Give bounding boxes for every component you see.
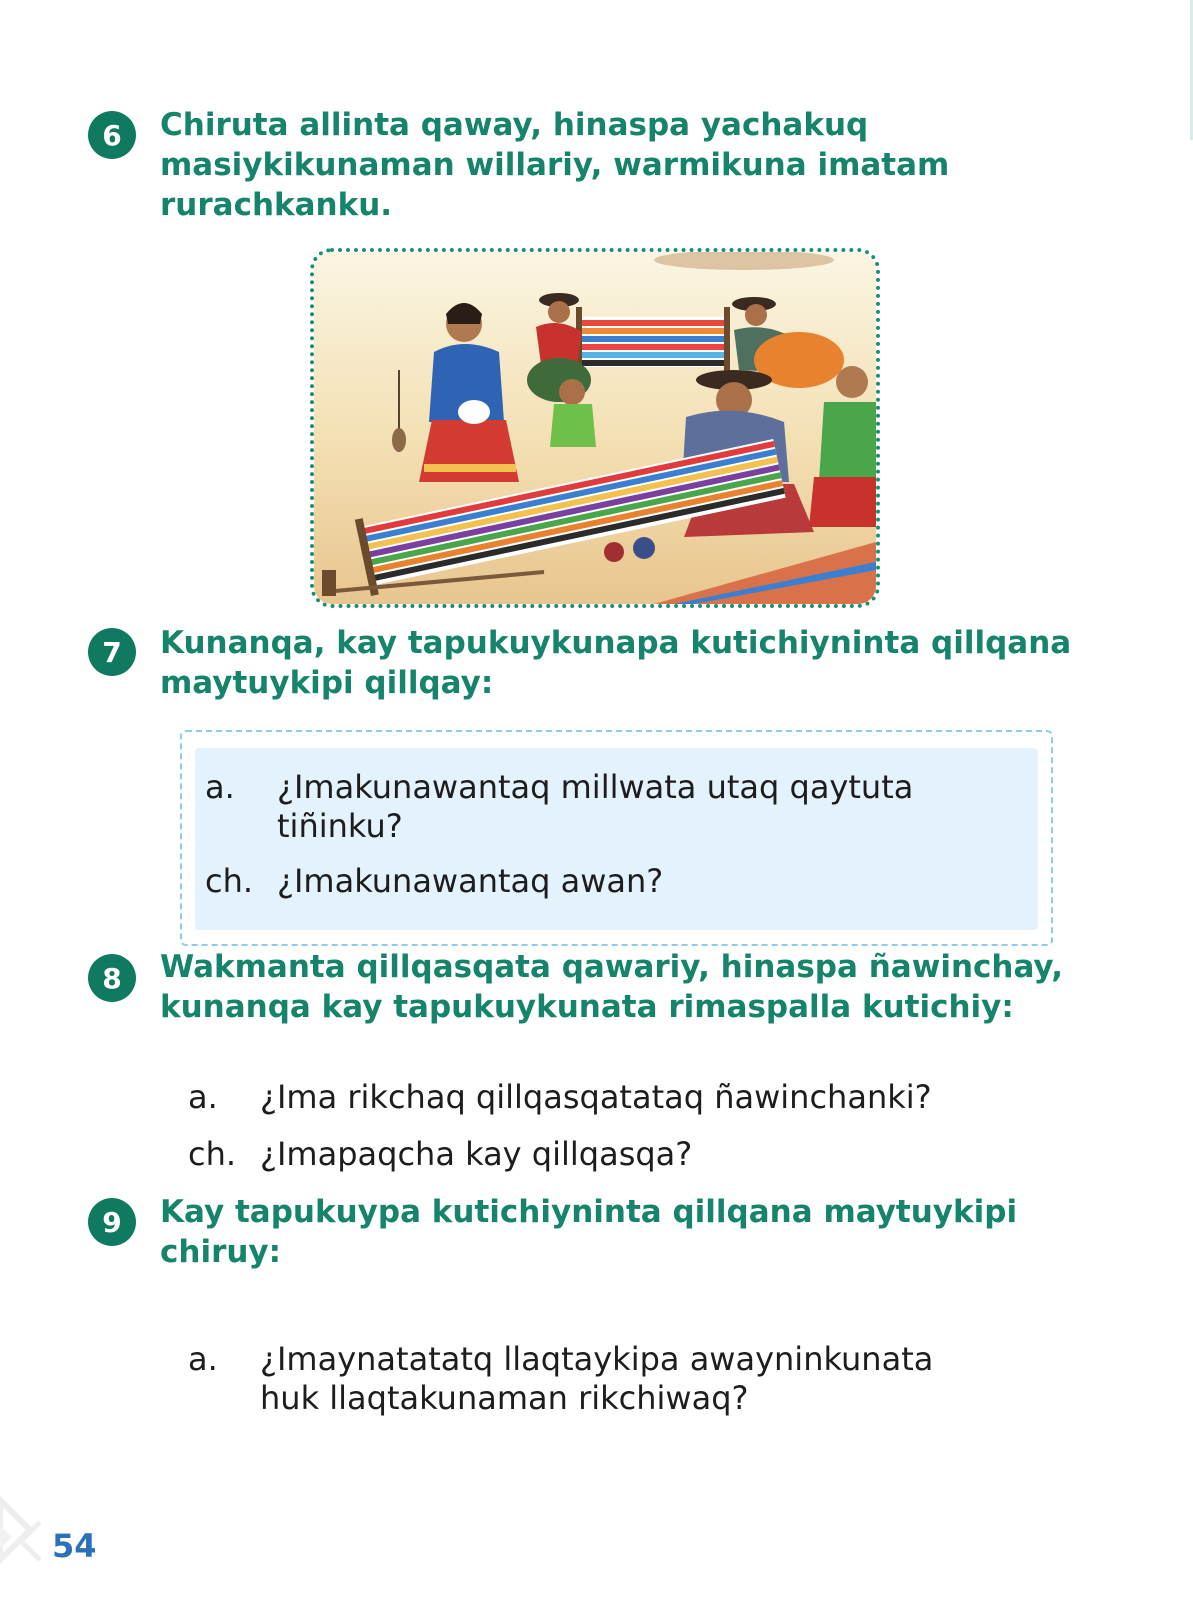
question-8-line-1: Wakmanta qillqasqata qawariy, hinaspa ñawinchay, [160, 949, 1064, 985]
question-9-line-2: chiruy: [160, 1234, 282, 1270]
item-label: ch. [205, 862, 254, 900]
question-9-item-a [188, 1340, 1028, 1420]
question-8-badge: 8 [88, 954, 136, 1002]
question-7-line-1: Kunanqa, kay tapukuykunapa kutichiyninta qillqana [160, 625, 1072, 661]
question-9-line-1: Kay tapukuypa kutichiyninta qillqana maytuykipi [160, 1194, 1018, 1230]
question-8-item-a [188, 1078, 1028, 1118]
item-text-line-1: ¿Imaynatatatq llaqtaykipa awayninkunata [260, 1340, 934, 1378]
corner-pattern-icon [0, 1480, 50, 1600]
question-6-badge: 6 [88, 111, 136, 159]
question-7-badge: 7 [88, 628, 136, 676]
question-8-title [160, 947, 1064, 1027]
question-6-line-1: Chiruta allinta qaway, hinaspa yachakuq [160, 107, 869, 143]
item-text-line-1: ¿Imakunawantaq awan? [277, 862, 664, 900]
item-text-line-2: huk llaqtakunaman rikchiwaq? [260, 1379, 749, 1417]
item-text-line-1: ¿Ima rikchaq qillqasqatataq ñawinchanki? [260, 1078, 932, 1116]
item-text-line-1: ¿Imapaqcha kay qillqasqa? [260, 1135, 693, 1173]
item-label: a. [188, 1340, 218, 1378]
item-text-line-2: tiñinku? [277, 807, 403, 845]
question-6-line-3: rurachkanku. [160, 187, 393, 223]
page-number: 54 [52, 1527, 97, 1565]
question-8-item-ch [188, 1135, 1028, 1175]
question-9-badge: 9 [88, 1198, 136, 1246]
item-label: a. [188, 1078, 218, 1116]
item-text-line-1: ¿Imakunawantaq millwata utaq qaytuta [277, 768, 914, 806]
question-8-line-2: kunanqa kay tapukuykunata rimaspalla kutichiy: [160, 989, 1014, 1025]
question-9-title [160, 1192, 1060, 1272]
weaving-scene-illustration [310, 248, 880, 608]
weaving-scene-icon [314, 252, 876, 604]
question-7-line-2: maytuykipi qillqay: [160, 665, 494, 701]
item-label: a. [205, 768, 235, 806]
question-7-title [160, 623, 1072, 703]
question-7-item-a [205, 768, 1005, 848]
question-6-title [160, 105, 1060, 225]
question-6-line-2: masiykikunaman willariy, warmikuna imatam [160, 147, 950, 183]
item-label: ch. [188, 1135, 237, 1173]
question-7-item-ch [205, 862, 1005, 902]
